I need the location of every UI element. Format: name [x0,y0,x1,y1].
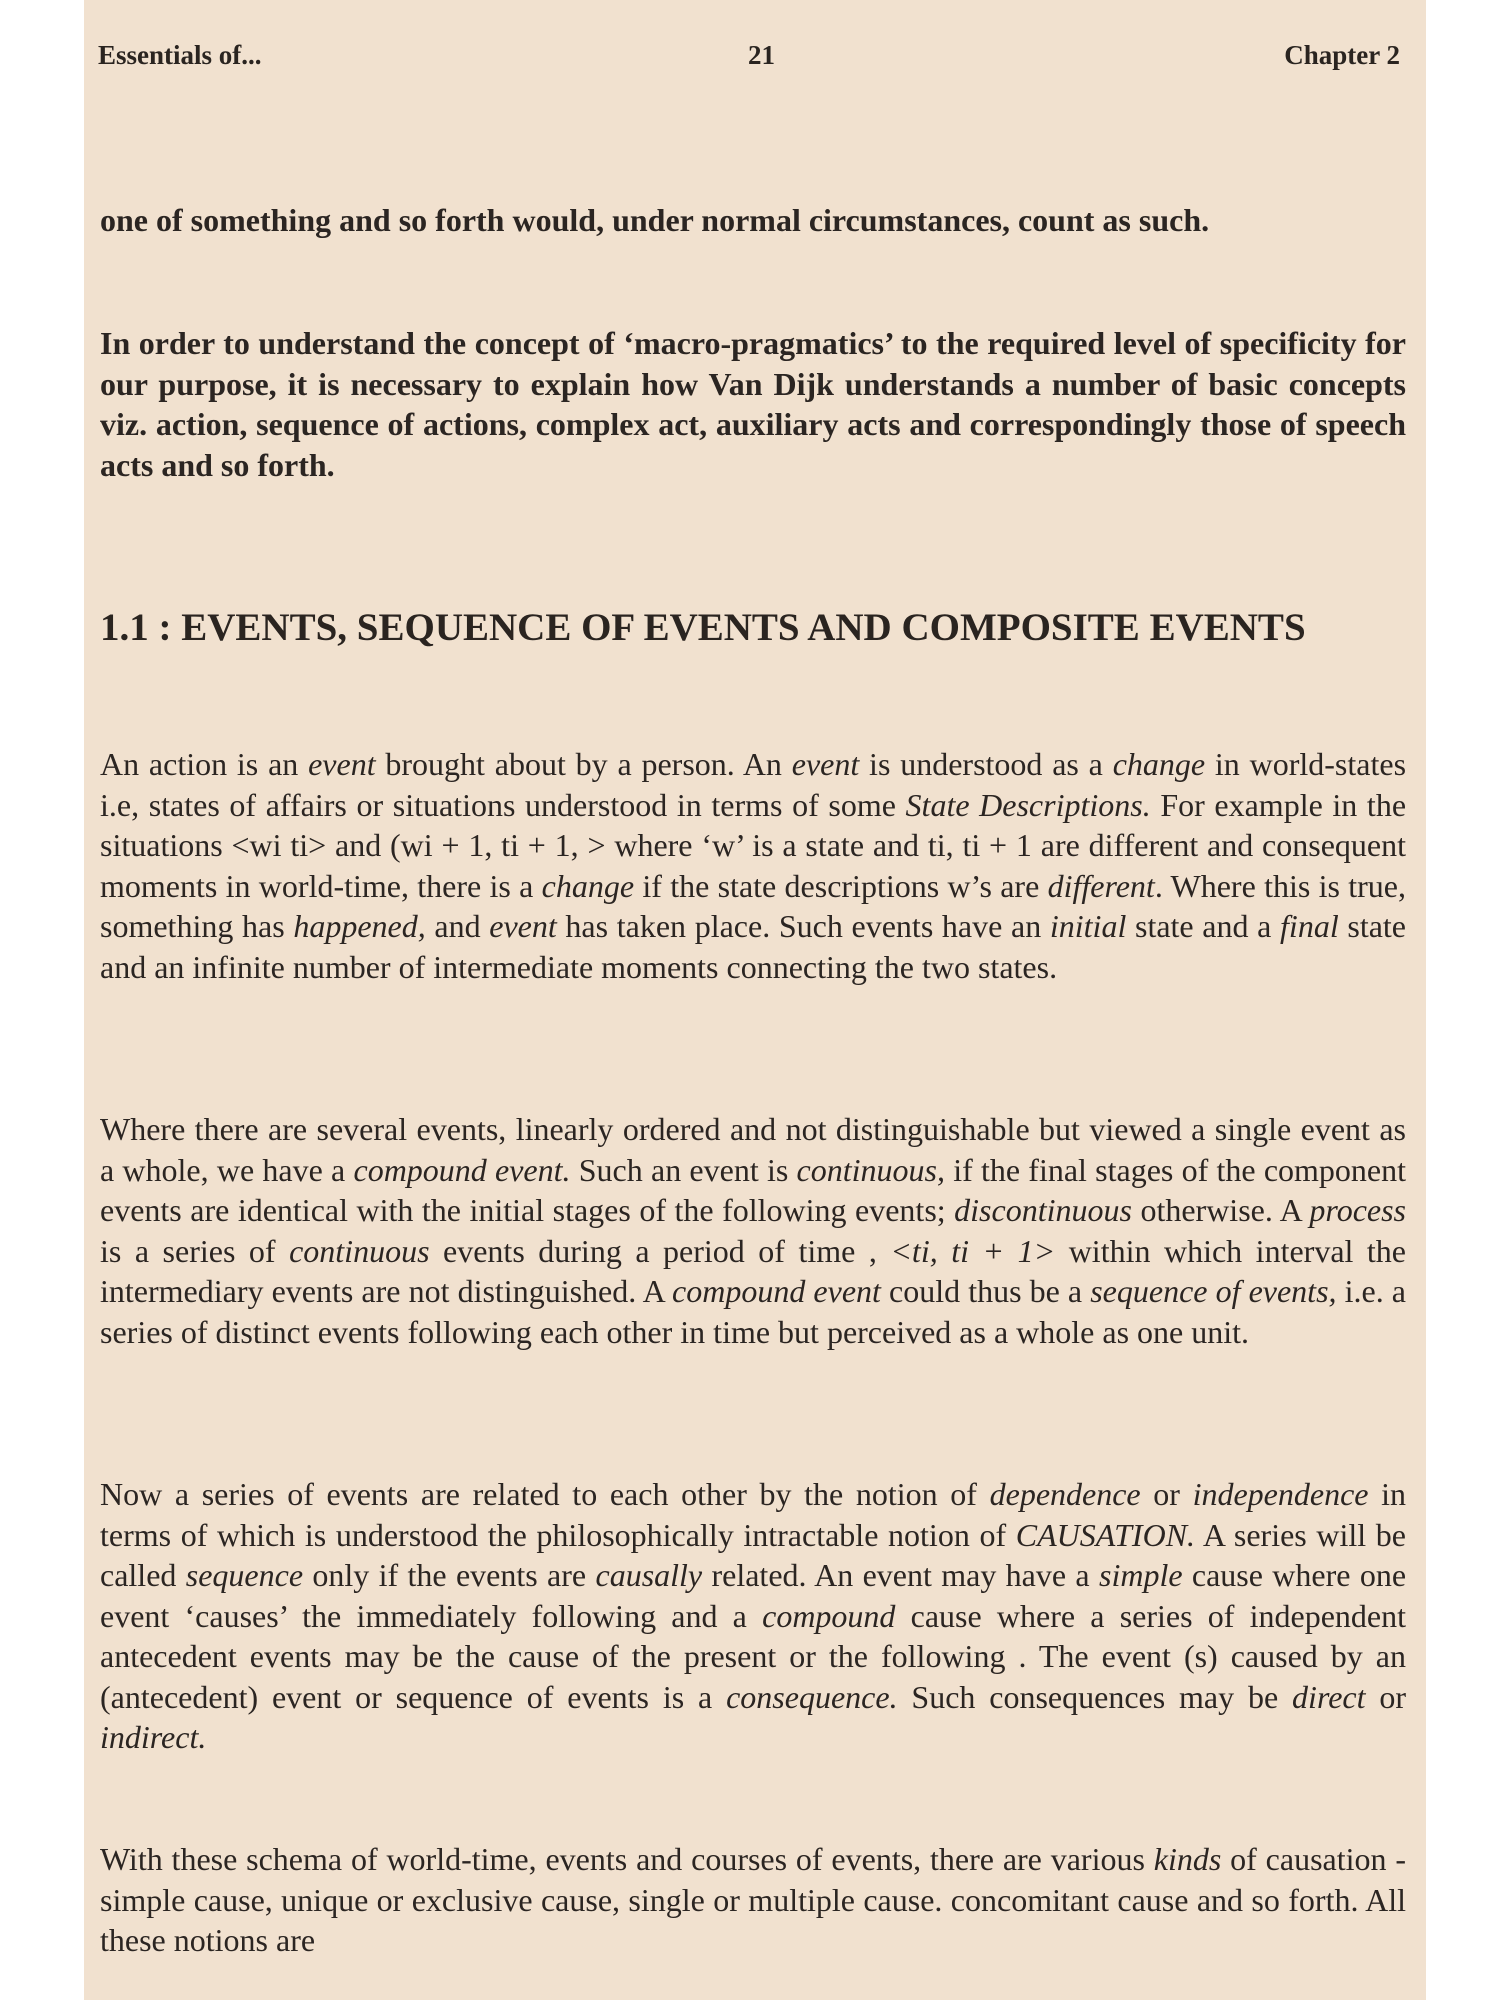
section-heading: 1.1 : EVENTS, SEQUENCE OF EVENTS AND COMPOSITE EVENTS [100,606,1306,649]
paragraph-compound-event: Where there are several events, linearly ordered and not distinguishable but viewed a single event as a whole, we have a compound event. Such an event is continuous, if the final stages of the component events are identical with the initial stages of the following events; discontinuous otherwise. A process is a series of continuous events during a period of time , <ti, ti + 1> within which interval the intermediary events are not distinguished. A compound event could thus be a sequence of events, i.e. a series of distinct events following each other in time but perceived as a whole as one unit. [100,1111,1407,1350]
paragraph-continuation: one of something and so forth would, under normal circumstances, count as such. [100,202,1210,238]
header-book-title: Essentials of... [98,40,262,70]
header-page-number: 21 [748,40,775,70]
header-chapter: Chapter 2 [1284,40,1400,70]
paragraph-kinds-of-causation: With these schema of world-time, events and courses of events, there are various kinds of causation - simple cause, unique or exclusive cause, single or multiple cause. concomitant cause and so forth. All these notions are [100,1841,1406,1958]
running-header [98,40,1400,80]
paragraph-events: An action is an event brought about by a person. An event is understood as a change in world-states i.e, states of affairs or situations understood in terms of some State Descriptions. For example in the situations <wi ti> and (wi + 1, ti + 1, > where ‘w’ is a state and ti, ti + 1 are different and consequent moments in world-time, there is a change if the state descriptions w’s are different. Where this is true, something has happened, and event has taken place. Such events have an initial state and a final state and an infinite number of intermediate moments connecting the two states. [100,746,1407,985]
paragraph-causation: Now a series of events are related to each other by the notion of dependence or independence in terms of which is understood the philosophically intractable notion of CAUSATION. A series will be called sequence only if the events are causally related. An event may have a simple cause where one event ‘causes’ the immediately following and a compound cause where a series of independent antecedent events may be the cause of the present or the following . The event (s) caused by an (antecedent) event or sequence of events is a consequence. Such consequences may be direct or indirect. [100,1476,1407,1755]
scanned-page [84,0,1426,2000]
paragraph-macro-pragmatics: In order to understand the concept of ‘macro-pragmatics’ to the required level of specificity for our purpose, it is necessary to explain how Van Dijk understands a number of basic concepts viz. action, sequence of actions, complex act, auxiliary acts and correspondingly those of speech acts and so forth. [100,325,1406,483]
